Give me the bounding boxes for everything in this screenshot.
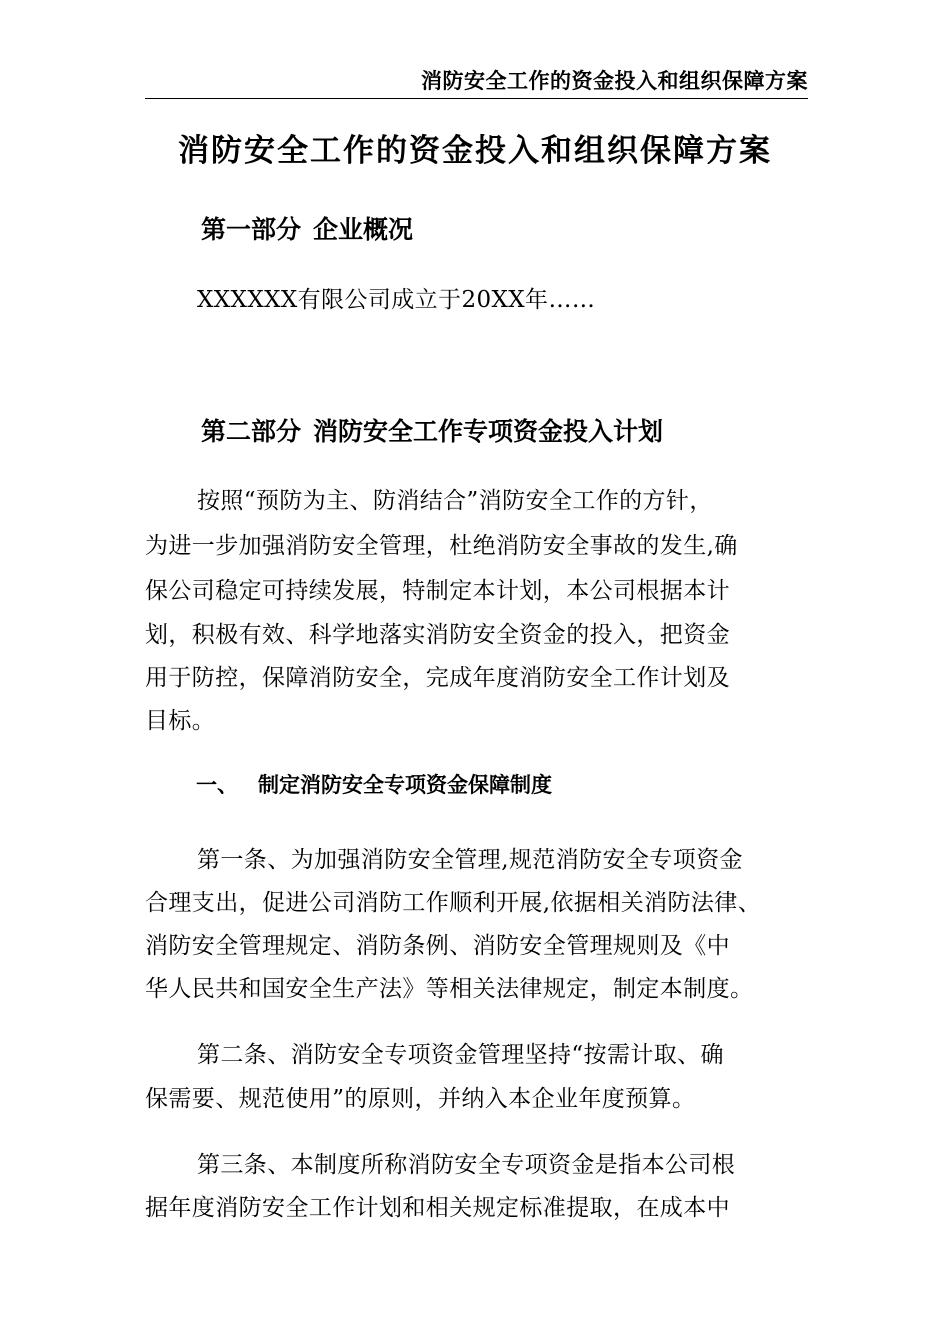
intro-line: 保公司稳定可持续发展，特制定本计划，本公司根据本计 [145, 578, 730, 604]
running-header: 消防安全工作的资金投入和组织保障方案 [421, 69, 808, 93]
article2-line: 保需要、规范使用”的原则，并纳入本企业年度预算。 [145, 1086, 696, 1112]
article1-line: 消防安全管理规定、消防条例、消防安全管理规则及《中 [145, 933, 730, 959]
header-rule [145, 98, 808, 99]
section1-heading [196, 769, 552, 801]
part1-label: 第一部分 [201, 215, 302, 244]
intro-line: 用于防控，保障消防安全，完成年度消防安全工作计划及 [145, 665, 730, 691]
article1-line: 合理支出，促进公司消防工作顺利开展,依据相关消防法律、 [145, 890, 762, 916]
section1-title: 制定消防安全专项资金保障制度 [258, 773, 552, 797]
part2-label: 第二部分 [201, 417, 302, 446]
intro-line: 划，积极有效、科学地落实消防安全资金的投入，把资金 [145, 622, 730, 648]
intro-line: 目标。 [145, 708, 216, 734]
part2-title: 消防安全工作专项资金投入计划 [313, 417, 664, 446]
part1-title: 企业概况 [313, 215, 414, 244]
intro-line: 为进一步加强消防安全管理，杜绝消防安全事故的发生,确 [145, 533, 738, 559]
section1-number: 一、 [196, 773, 238, 797]
article1-line: 华人民共和国安全生产法》等相关法律规定，制定本制度。 [145, 976, 754, 1002]
intro-line: 按照“预防为主、防消结合”消防安全工作的方针， [197, 488, 713, 514]
part1-content: XXXXXX有限公司成立于20XX年…… [197, 287, 596, 313]
article3-line: 据年度消防安全工作计划和相关规定标准提取，在成本中 [145, 1195, 730, 1221]
article3-line: 第三条、本制度所称消防安全专项资金是指本公司根 [197, 1152, 736, 1178]
part2-heading [201, 414, 663, 450]
article1-line: 第一条、为加强消防安全管理,规范消防安全专项资金 [197, 847, 743, 873]
document-title: 消防安全工作的资金投入和组织保障方案 [178, 133, 772, 169]
part1-heading [201, 212, 413, 248]
article2-line: 第二条、消防安全专项资金管理坚持“按需计取、确 [197, 1042, 724, 1068]
